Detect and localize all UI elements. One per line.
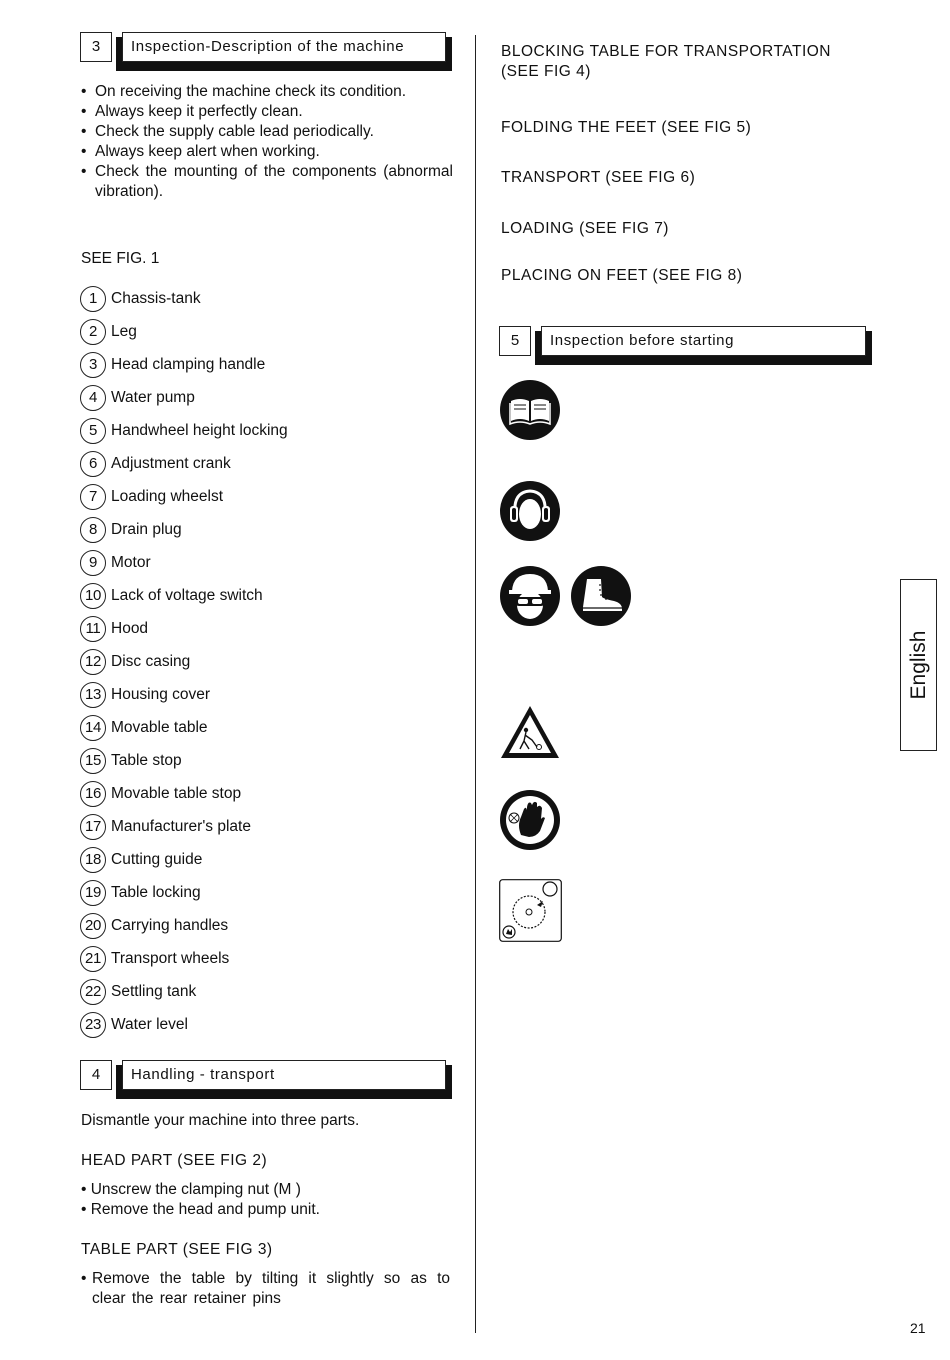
part-label: Housing cover [111, 685, 211, 703]
part-label: Table stop [111, 751, 182, 769]
part-label: Chassis-tank [111, 289, 201, 307]
head-bullet-2: • Remove the head and pump unit. [81, 1201, 320, 1218]
part-item [80, 447, 288, 480]
part-item [80, 876, 288, 909]
no-hands-icon [499, 789, 561, 851]
part-label: Table locking [111, 883, 201, 901]
part-item [80, 1008, 288, 1041]
inspection-bullets [81, 82, 453, 202]
part-label: Manufacturer's plate [111, 817, 251, 835]
section-title: Handling - transport [122, 1060, 446, 1090]
part-item [80, 711, 288, 744]
part-number-badge: 13 [80, 682, 106, 708]
part-number-badge: 8 [80, 517, 106, 543]
parts-list [80, 282, 288, 1041]
table-bullets [81, 1269, 450, 1309]
part-item [80, 777, 288, 810]
helmet-goggles-icon [499, 565, 561, 627]
section-number: 4 [80, 1060, 112, 1090]
section-number: 3 [80, 32, 112, 62]
part-item [80, 843, 288, 876]
part-label: Disc casing [111, 652, 191, 670]
section-4-header [80, 1060, 446, 1094]
dismantle-intro: Dismantle your machine into three parts. [81, 1112, 360, 1129]
section-title: Inspection before starting [541, 326, 866, 356]
head-part-heading: HEAD PART (SEE FIG 2) [81, 1152, 268, 1169]
part-item [80, 381, 288, 414]
part-label: Lack of voltage switch [111, 586, 263, 604]
placing-heading: PLACING ON FEET (SEE FIG 8) [501, 267, 743, 284]
part-label: Transport wheels [111, 949, 230, 967]
part-label: Head clamping handle [111, 355, 266, 373]
part-item [80, 612, 288, 645]
part-label: Water pump [111, 388, 195, 406]
part-label: Drain plug [111, 520, 182, 538]
part-label: Carrying handles [111, 916, 229, 934]
part-number-badge: 17 [80, 814, 106, 840]
ear-protection-icon [499, 480, 561, 542]
part-number-badge: 20 [80, 913, 106, 939]
part-item [80, 909, 288, 942]
section-3-header [80, 32, 446, 66]
part-label: Cutting guide [111, 850, 203, 868]
part-number-badge: 6 [80, 451, 106, 477]
part-label: Movable table [111, 718, 208, 736]
part-number-badge: 5 [80, 418, 106, 444]
part-item [80, 348, 288, 381]
part-number-badge: 1 [80, 286, 106, 312]
part-number-badge: 12 [80, 649, 106, 675]
part-item [80, 315, 288, 348]
bullet-item: • Always keep alert when working. [81, 142, 453, 162]
section-number: 5 [499, 326, 531, 356]
bullet-item: • Check the supply cable lead periodically. [81, 122, 453, 142]
blade-rotation-icon [499, 879, 562, 942]
part-label: Leg [111, 322, 137, 340]
bullet-item: • Always keep it perfectly clean. [81, 102, 453, 122]
part-item [80, 414, 288, 447]
part-label: Water level [111, 1015, 188, 1033]
table-part-heading: TABLE PART (SEE FIG 3) [81, 1241, 273, 1258]
head-bullet-1: • Unscrew the clamping nut (M ) [81, 1181, 301, 1198]
part-item [80, 546, 288, 579]
part-number-badge: 7 [80, 484, 106, 510]
part-number-badge: 22 [80, 979, 106, 1005]
part-number-badge: 3 [80, 352, 106, 378]
part-item [80, 942, 288, 975]
part-number-badge: 11 [80, 616, 106, 642]
page-number: 21 [910, 1320, 926, 1336]
transport-heading: TRANSPORT (SEE FIG 6) [501, 169, 696, 186]
part-item [80, 744, 288, 777]
blocking-heading-line2: (SEE FIG 4) [501, 63, 591, 80]
read-manual-icon [499, 379, 561, 441]
loading-heading: LOADING (SEE FIG 7) [501, 220, 669, 237]
part-label: Adjustment crank [111, 454, 231, 472]
part-item [80, 975, 288, 1008]
part-number-badge: 2 [80, 319, 106, 345]
part-item [80, 645, 288, 678]
column-divider [475, 35, 476, 1333]
part-label: Hood [111, 619, 149, 637]
part-item [80, 678, 288, 711]
part-number-badge: 23 [80, 1012, 106, 1038]
part-item [80, 810, 288, 843]
part-number-badge: 16 [80, 781, 106, 807]
part-number-badge: 21 [80, 946, 106, 972]
folding-heading: FOLDING THE FEET (SEE FIG 5) [501, 119, 752, 136]
part-label: Loading wheelst [111, 487, 224, 505]
see-fig-1: SEE FIG. 1 [81, 250, 160, 267]
part-item [80, 282, 288, 315]
section-5-header [499, 326, 866, 360]
language-tab [900, 579, 937, 751]
part-number-badge: 15 [80, 748, 106, 774]
part-number-badge: 9 [80, 550, 106, 576]
part-item [80, 579, 288, 612]
part-number-badge: 19 [80, 880, 106, 906]
part-item [80, 513, 288, 546]
language-label: English [906, 630, 930, 700]
bullet-item: • Check the mounting of the components (abnormal vibration). [81, 162, 453, 202]
safety-boots-icon [570, 565, 632, 627]
section-title: Inspection-Description of the machine [122, 32, 446, 62]
part-number-badge: 18 [80, 847, 106, 873]
part-number-badge: 14 [80, 715, 106, 741]
part-number-badge: 10 [80, 583, 106, 609]
part-number-badge: 4 [80, 385, 106, 411]
bullet-item: • On receiving the machine check its condition. [81, 82, 453, 102]
part-label: Handwheel height locking [111, 421, 288, 439]
part-label: Settling tank [111, 982, 197, 1000]
bystander-warning-icon [499, 704, 561, 760]
part-label: Motor [111, 553, 151, 571]
part-item [80, 480, 288, 513]
part-label: Movable table stop [111, 784, 242, 802]
blocking-heading-line1: BLOCKING TABLE FOR TRANSPORTATION [501, 43, 832, 60]
bullet-item: • Remove the table by tilting it slightly so as to clear the rear retainer pins [81, 1269, 450, 1309]
